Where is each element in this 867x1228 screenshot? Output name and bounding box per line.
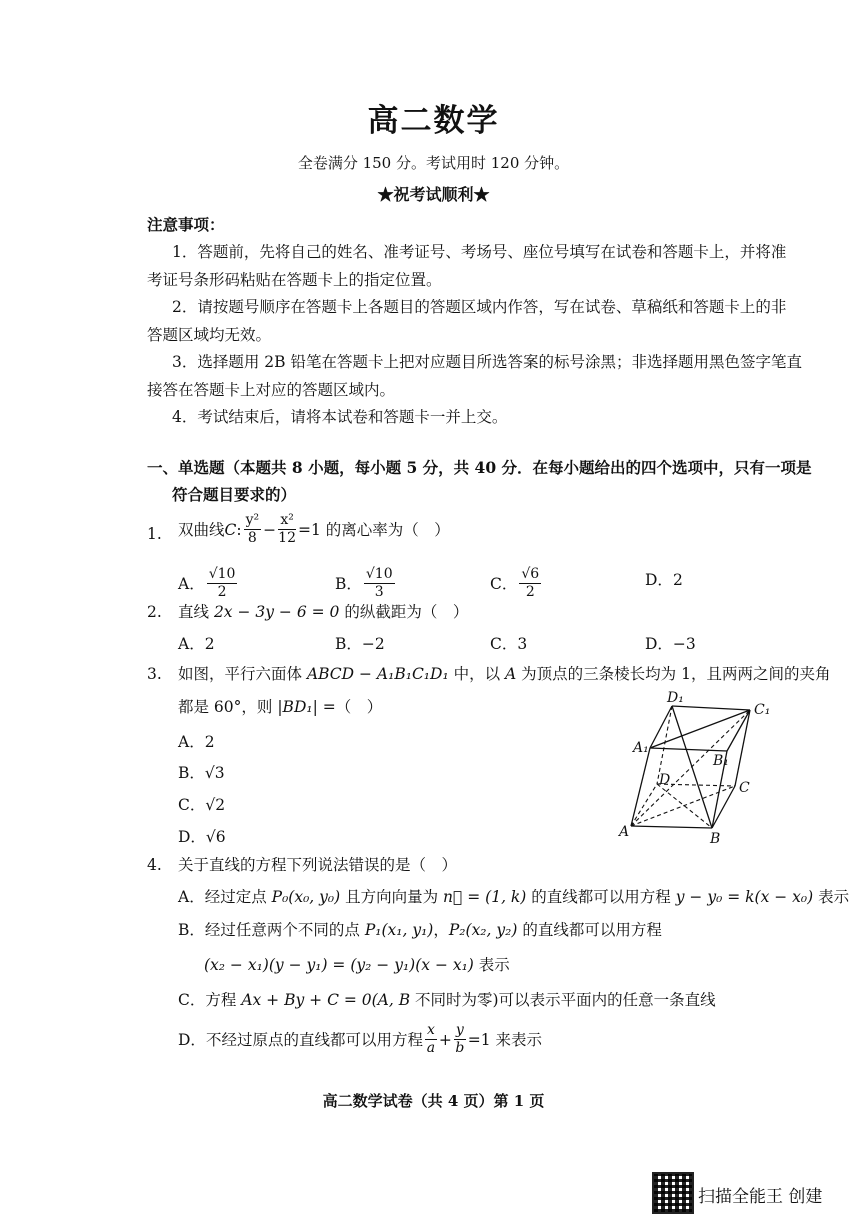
q1-pre: 双曲线 [178,520,225,539]
edge-ab [631,826,712,828]
edge-d1c1 [672,706,750,710]
label-a: A [619,824,630,840]
q1-option-a: A． $\frac{√10}{2}$ [178,566,236,600]
q4-option-b-equation: (x₂ − x₁)(y − y₁) = (y₂ − y₁)(x − x₁) 表示 [204,956,510,974]
good-luck-banner: ★祝考试顺利★ [377,185,490,204]
notice-item-2-cont: 答题区域均无效。 [147,326,272,344]
label-c: C [739,780,750,796]
q1-option-b: B． $\frac{√10}{3}$ [335,566,393,600]
q4-option-d: D． 不经过原点的直线都可以用方程 $\frac{x}{a}$ + $\frac{y}{b}$ =1 来表示 [178,1022,543,1056]
q4-number: 4. [147,856,162,874]
edge-a1b1 [650,748,727,751]
q3-option-c: C．√2 [178,796,226,814]
label-c1: C₁ [754,702,771,718]
q2-option-c: C．3 [490,635,528,653]
notice-item-2: 2．请按题号顺序在答题卡上各题目的答题区域内作答，写在试卷、草稿纸和答题卡上的非 [172,298,787,316]
q2-number: 2. [147,603,162,621]
edge-d1a1 [650,706,672,748]
edge-c1c [735,710,750,786]
qr-code-icon [652,1172,694,1214]
scanner-watermark: 扫描全能王 创建 [698,1187,823,1207]
exam-info: 全卷满分 150 分。考试用时 120 分钟。 [297,154,570,172]
q3-stem-line2: 都是 60°，则 |BD₁| =（ ） [178,698,383,716]
q3-option-b: B．√3 [178,764,225,782]
q1-stem: 双曲线 C : $\frac{\text{y²}}{8}$ − $\frac{\text{x²}}{12}$ =1 的离心率为（ ） [178,512,450,546]
q4-option-c: C．方程 Ax + By + C = 0(A, B 不同时为零)可以表示平面内的任意一条直线 [178,991,716,1009]
q1-frac-x: $\frac{\text{x²}}{12}$ [278,512,296,546]
q3-option-d: D．√6 [178,828,226,846]
page-title: 高二数学 [367,103,500,139]
notice-item-1-cont: 考证号条形码粘贴在答题卡上的指定位置。 [147,271,442,289]
q2-equation: 2x − 3y − 6 = 0 [213,603,340,621]
label-d1: D₁ [667,690,684,706]
diagonal-ac1-hidden [631,710,750,826]
diagonal-ac-hidden [631,786,735,826]
edge-a1a [631,748,650,826]
q1-c: C [224,520,237,539]
q4-stem: 关于直线的方程下列说法错误的是（ ） [178,856,458,874]
notice-heading: 注意事项： [147,215,225,234]
page-footer: 高二数学试卷（共 4 页）第 1 页 [322,1092,545,1110]
notice-item-4: 4．考试结束后，请将本试卷和答题卡一并上交。 [172,408,508,426]
parallelepiped-figure [615,688,780,848]
section-heading: 一、单选题（本题共 8 小题，每小题 5 分，共 40 分．在每小题给出的四个选项中，只有一项是 [147,458,812,477]
label-a1: A₁ [633,740,649,756]
q2-option-a: A．2 [178,635,215,653]
label-b1: B₁ [713,753,729,769]
q2-option-d: D．−3 [645,635,696,653]
q1-option-c: C． $\frac{√6}{2}$ [490,566,540,600]
q4-option-a: A．经过定点 P₀(x₀, y₀) 且方向向量为 n⃗ = (1, k) 的直线都可以用方程 y − y₀ = k(x − x₀) 表示 [178,888,850,906]
q2-stem: 直线 2x − 3y − 6 = 0 的纵截距为（ ） [178,603,469,621]
label-d: D [659,772,671,788]
notice-item-3: 3．选择题用 2B 铅笔在答题卡上把对应题目所选答案的标号涂黑；非选择题用黑色签字笔直 [172,353,802,371]
diagonal-db-hidden [657,784,712,828]
notice-item-3-cont: 接答在答题卡上对应的答题区域内。 [147,381,396,399]
q1-option-d: D．2 [645,571,683,589]
q4-option-b: B．经过任意两个不同的点 P₁(x₁, y₁)，P₂(x₂, y₂) 的直线都可以用方程 [178,921,662,939]
notice-item-1: 1．答题前，先将自己的姓名、准考证号、考场号、座位号填写在试卷和答题卡上，并将准 [172,243,787,261]
section-heading-cont: 符合题目要求的） [172,485,297,504]
q1-tail: =1 的离心率为（ ） [297,520,450,539]
q3-stem-line1: 如图，平行六面体 ABCD − A₁B₁C₁D₁ 中，以 A 为顶点的三条棱长均为 1，且两两之间的夹角 [178,665,831,683]
q3-number: 3. [147,665,162,683]
label-b: B [710,831,721,847]
q1-number: 1. [147,525,162,543]
q3-option-a: A．2 [178,733,215,751]
q1-frac-y: $\frac{\text{y²}}{8}$ [245,512,260,546]
q2-option-b: B．−2 [335,635,385,653]
